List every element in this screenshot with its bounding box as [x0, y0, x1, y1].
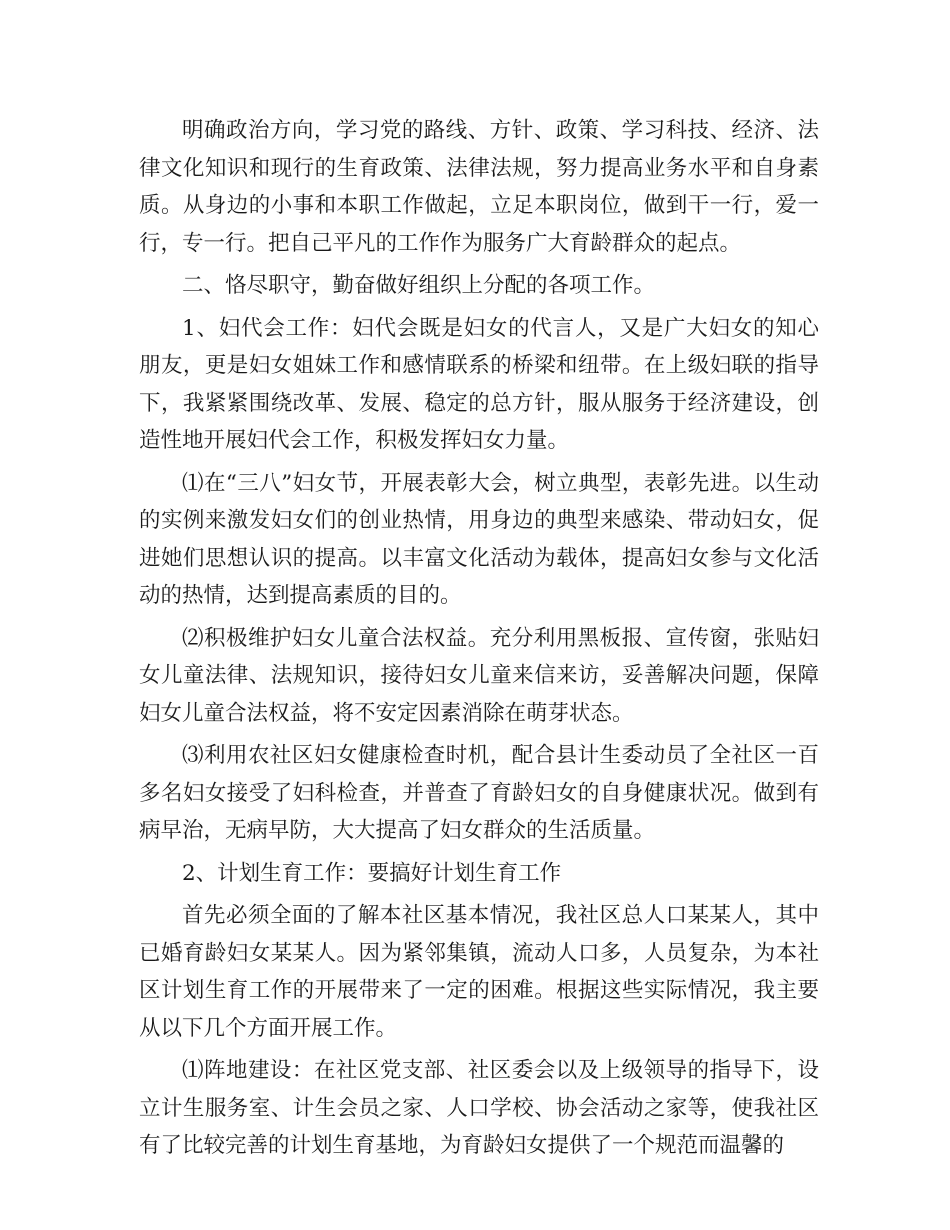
section-heading-duties: 二、恪尽职守，勤奋做好组织上分配的各项工作。 — [182, 273, 656, 298]
paragraph-base-construction: ⑴阵地建设：在社区党支部、社区委会以及上级领导的指导下，设立计生服务室、计生会员之家、人口学校、协会活动之家等，使我社区有了比较完善的计划生育基地，为育龄妇女提供了一个规范而温馨的 — [139, 1058, 819, 1158]
document-body — [139, 112, 819, 1170]
subheading-family-planning: 2、计划生育工作：要搞好计划生育工作 — [182, 860, 562, 886]
paragraph-item-1: ⑴在“三八”妇女节，开展表彰大会，树立典型，表彰先进。以生动的实例来激发妇女们的创业热情，用身边的典型来感染、带动妇女，促进她们思想认识的提高。以丰富文化活动为载体，提高妇女参与文化活动的热情，达到提高素质的目的。 — [139, 470, 819, 608]
paragraph-item-3: ⑶利用农社区妇女健康检查时机，配合县计生委动员了全社区一百多名妇女接受了妇科检查，并普查了育龄妇女的自身健康状况。做到有病早治，无病早防，大大提高了妇女群众的生活质量。 — [139, 743, 819, 843]
paragraph-womens-congress: 1、妇代会工作：妇代会既是妇女的代言人，又是广大妇女的知心朋友，更是妇女姐妹工作和感情联系的桥梁和纽带。在上级妇联的指导下，我紧紧围绕改革、发展、稳定的总方针，服从服务于经济建设，创造性地开展妇代会工作，积极发挥妇女力量。 — [139, 315, 819, 453]
paragraph-item-2: ⑵积极维护妇女儿童合法权益。充分利用黑板报、宣传窗，张贴妇女儿童法律、法规知识，接待妇女儿童来信来访，妥善解决问题，保障妇女儿童合法权益，将不安定因素消除在萌芽状态。 — [139, 625, 819, 726]
paragraph-community-overview: 首先必须全面的了解本社区基本情况，我社区总人口某某人，其中已婚育龄妇女某某人。因为紧邻集镇，流动人口多，人员复杂，为本社区计划生育工作的开展带来了一定的困难。根据这些实际情况，我主要从以下几个方面开展工作。 — [139, 903, 819, 1041]
paragraph-political-direction: 明确政治方向，学习党的路线、方针、政策、学习科技、经济、法律文化知识和现行的生育政策、法律法规，努力提高业务水平和自身素质。从身边的小事和本职工作做起，立足本职岗位，做到干一行，爱一行，专一行。把自己平凡的工作作为服务广大育龄群众的起点。 — [139, 118, 819, 256]
